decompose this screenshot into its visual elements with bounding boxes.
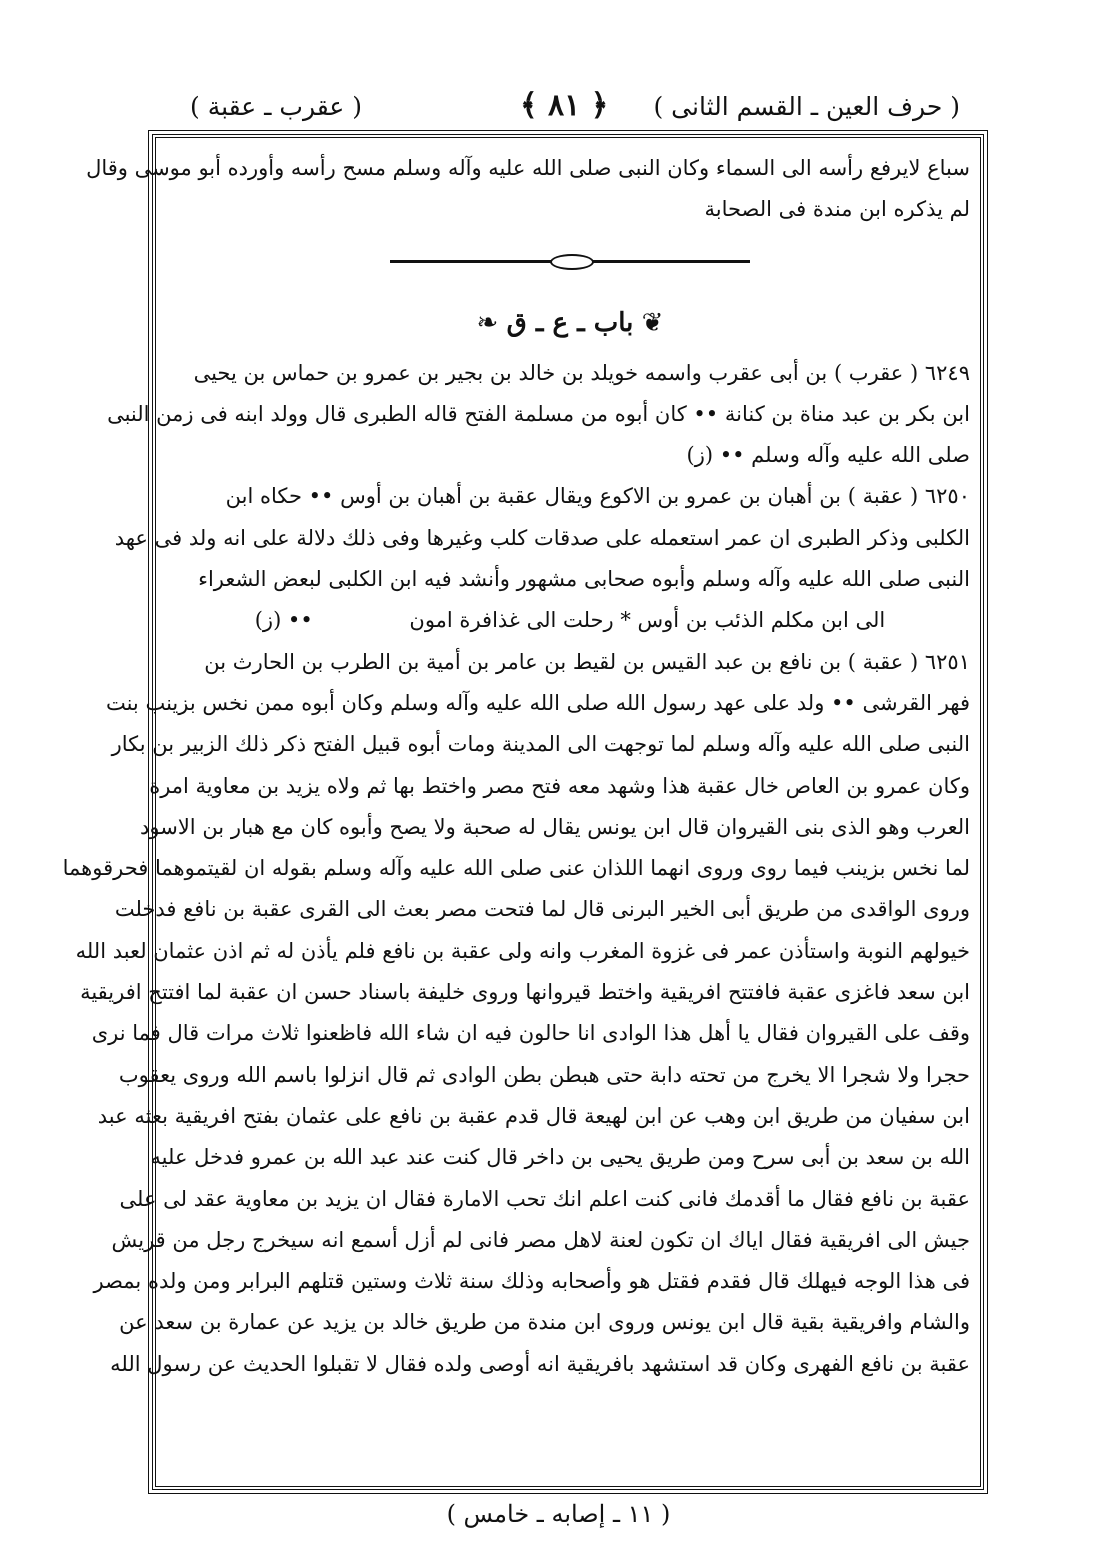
text-line: ٦٢٥١ ( عقبة ) بن نافع بن عبد القيس بن لقيط بن عامر بن أمية بن الطرب بن الحارث بن — [204, 649, 970, 674]
text-line: عقبة بن نافع فقال ما أقدمك فانى كنت اعلم انك تحب الامارة فقال ان يزيد بن معاوية عقد لى على — [119, 1186, 970, 1211]
text-line: النبى صلى الله عليه وآله وسلم وأبوه صحابى مشهور وأنشد فيه ابن الكلبى لبعض الشعراء — [198, 567, 970, 592]
source-tag: •• (ز) — [254, 608, 313, 633]
page-number: ﴿ ٨١ ﴾ — [520, 88, 609, 123]
ornament-icon: ❦ — [633, 307, 664, 338]
poem-verse — [170, 600, 970, 641]
ornament-icon: ❧ — [476, 307, 507, 338]
text-line: ابن سفيان من طريق ابن وهب عن ابن لهيعة قال قدم عقبة بن نافع على عثمان بفتح افريقية بعثه عبد — [97, 1103, 970, 1128]
chapter-heading — [170, 293, 970, 353]
chapter-title: باب ـ ع ـ ق — [506, 307, 634, 338]
text-line: لم يذكره ابن مندة فى الصحابة — [704, 197, 970, 222]
text-line: لما نخس بزينب فيما روى وروى انهما اللذان عنى صلى الله عليه وآله وسلم بقوله ان لقيتموهما فحرقوهما — [62, 856, 970, 881]
text-line: وكان عمرو بن العاص خال عقبة هذا وشهد معه فتح مصر واختط بها ثم ولاه يزيد بن معاوية امرة — [149, 773, 970, 798]
text-line: ابن سعد فاغزى عقبة فافتتح افريقية واختط قيروانها وروى خليفة باسناد حسن ان عقبة لما افتتح افريقية — [80, 980, 970, 1005]
text-line: ابن بكر بن عبد مناة بن كنانة •• كان أبوه من مسلمة الفتح قاله الطبرى قال وولد ابنه فى زمن النبى — [107, 401, 970, 426]
verse-text: الى ابن مكلم الذئب بن أوس * رحلت الى غذافرة امون — [409, 608, 886, 633]
text-line: وروى الواقدى من طريق أبى الخير البرنى قال لما فتحت مصر بعث الى القرى عقبة بن نافع فدخلت — [114, 897, 970, 922]
text-line: سباع لايرفع رأسه الى السماء وكان النبى صلى الله عليه وآله وسلم مسح رأسه وأورده أبو موسى وقال — [86, 156, 970, 180]
ornamental-divider — [170, 231, 970, 293]
text-line: فهر القرشى •• ولد على عهد رسول الله صلى الله عليه وآله وسلم وكان أبوه ممن نخس بزينب بنت — [105, 690, 970, 715]
header-section-title: ( حرف العين ـ القسم الثانى ) — [653, 92, 960, 121]
running-header — [190, 88, 960, 132]
entry-6251 — [62, 642, 970, 1385]
text-line: جيش الى افريقية فقال اياك ان تكون لعنة لاهل مصر فانى لم أزل أسمع انه سيخرج رجل من قريش — [111, 1227, 970, 1252]
text-line: الكلبى وذكر الطبرى ان عمر استعمله على صدقات كلب وغيرها وفى ذلك دلالة على انه ولد فى عهد — [114, 525, 970, 550]
text-line: وقف على القيروان فقال يا أهل هذا الوادى انا حالون فيه ان شاء الله فاظعنوا ثلاث مرات قال فما نرى — [91, 1021, 970, 1046]
text-line: صلى الله عليه وآله وسلم •• (ز) — [686, 443, 970, 468]
text-line: خيولهم النوبة واستأذن عمر فى غزوة المغرب وانه ولى عقبة بن نافع فلم يأذن له ثم اذن عثمان لعبد الله — [75, 938, 970, 963]
text-line: النبى صلى الله عليه وآله وسلم لما توجهت الى المدينة ومات أبوه قبيل الفتح ذكر ذلك الزبير بن بكار — [111, 732, 970, 757]
text-line: ٦٢٤٩ ( عقرب ) بن أبى عقرب واسمه خويلد بن خالد بن بجير بن عمرو بن حماس بن يحيى — [193, 360, 970, 385]
text-line: عقبة بن نافع الفهرى وكان قد استشهد بافريقية انه أوصى ولده فقال لا تقبلوا الحديث عن رسول الله — [110, 1351, 970, 1376]
text-line: حجرا ولا شجرا الا يخرج من تحته دابة حتى هبطن بطن الوادى ثم قال انزلوا باسم الله وروى يعقوب — [118, 1062, 970, 1087]
header-entry-range: ( عقرب ـ عقبة ) — [190, 92, 363, 121]
footer-signature: ( ١١ ـ إصابه ـ خامس ) — [446, 1500, 671, 1528]
entry-6250 — [114, 476, 970, 641]
entry-6249 — [107, 353, 970, 477]
text-line: الله بن سعد بن أبى سرح ومن طريق يحيى بن داخر قال كنت عند عبد الله بن عمرو فدخل عليه — [150, 1145, 970, 1170]
page-body — [62, 148, 970, 1478]
text-line: العرب وهو الذى بنى القيروان قال ابن يونس يقال له صحبة ولا يصح وأبوه كان مع هبار بن الاسود — [140, 814, 970, 839]
text-line: ٦٢٥٠ ( عقبة ) بن أهبان بن عمرو بن الاكوع ويقال عقبة بن أهبان بن أوس •• حكاه ابن — [225, 484, 970, 509]
text-line: والشام وافريقية بقية قال ابن يونس وروى ابن مندة من طريق خالد بن يزيد عن عمارة بن سعد عن — [119, 1310, 970, 1335]
text-line: فى هذا الوجه فيهلك قال فقدم فقتل هو وأصحابه وذلك سنة ثلاث وستين قتلهم البرابر ومن ولده بمصر — [93, 1269, 970, 1294]
